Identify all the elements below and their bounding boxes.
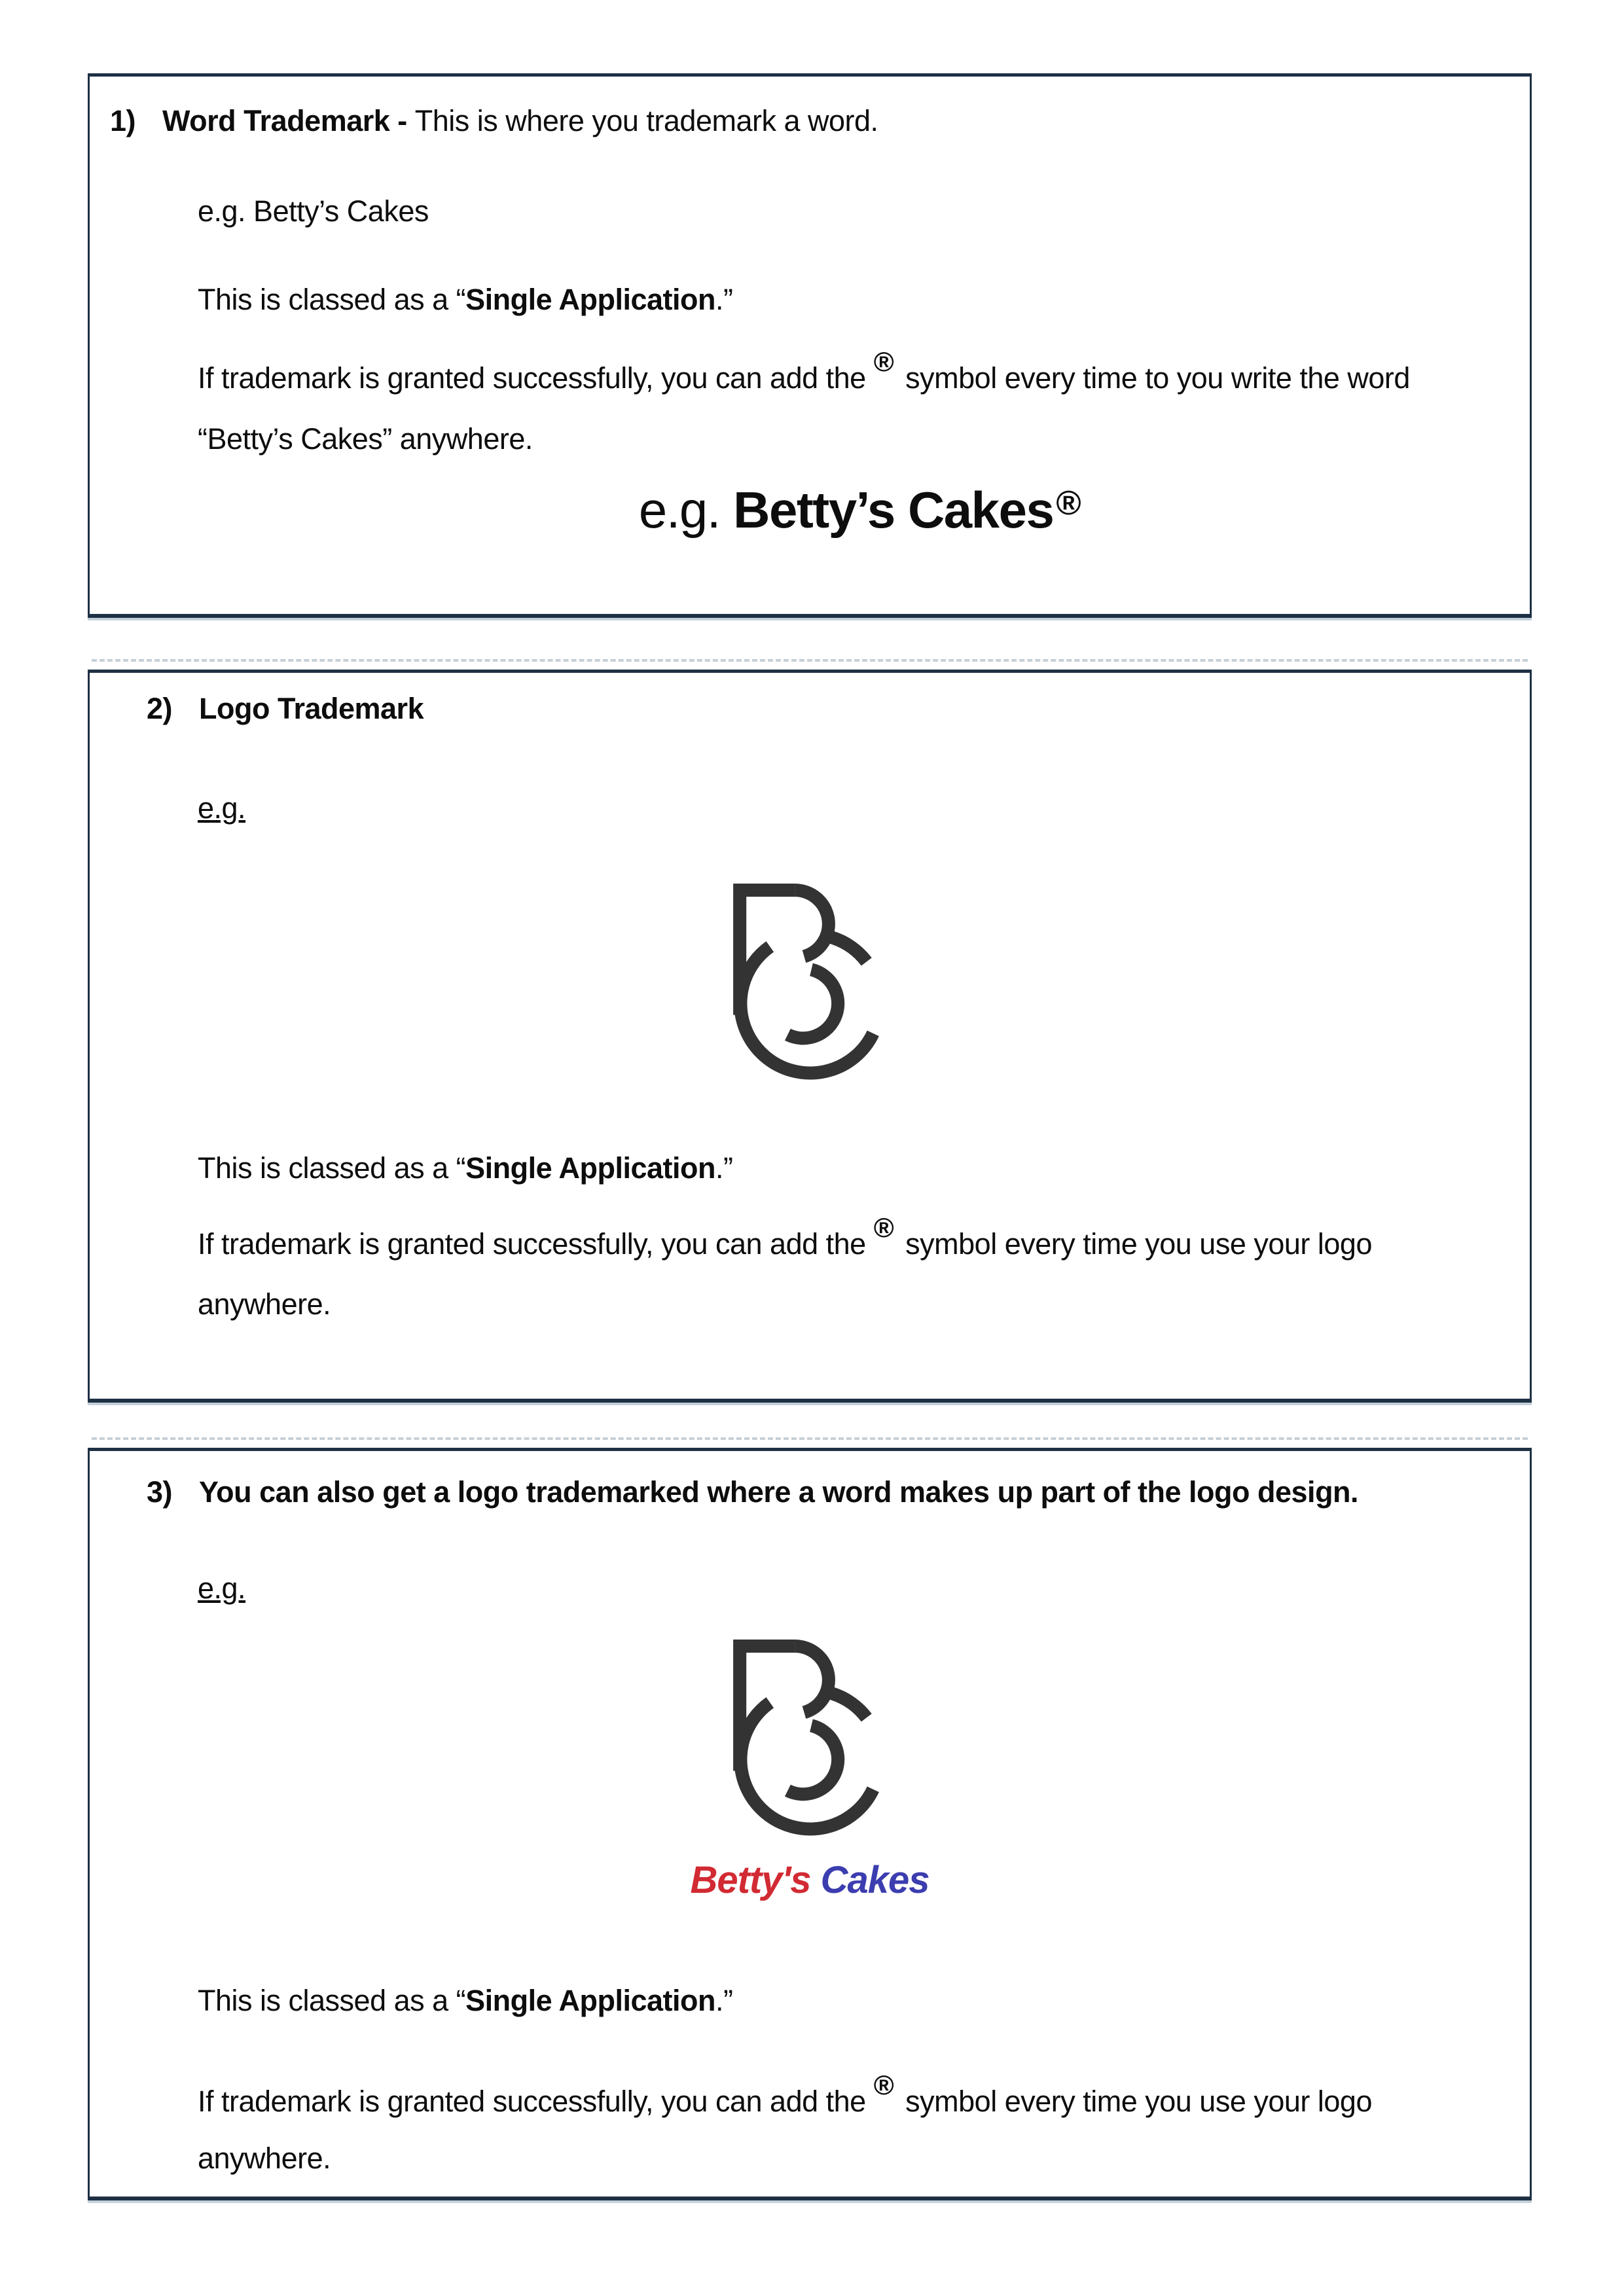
heading-bold-text: Logo Trademark (199, 692, 424, 725)
logo-word-bettys: Betty's (690, 1859, 811, 1901)
section-box-logo-with-word (88, 1448, 1532, 2200)
classed-bold: Single Application (465, 1984, 715, 2017)
section-heading (147, 692, 424, 726)
registered-symbol: ® (1056, 484, 1081, 522)
big-example-prefix: e.g. (638, 481, 734, 539)
granted-post: symbol every time to you write the word (905, 361, 1410, 395)
classed-line (198, 283, 733, 317)
dashed-separator (92, 659, 1528, 662)
classed-bold: Single Application (465, 1151, 715, 1185)
section-box-logo-trademark (88, 670, 1532, 1403)
granted-line (198, 346, 1410, 396)
granted-post: symbol every time you use your logo (905, 2085, 1372, 2118)
section-number: 2) (147, 692, 173, 725)
bc-monogram-icon (733, 1640, 886, 1837)
classed-pre: This is classed as a “ (198, 1984, 466, 2017)
section-heading (110, 104, 878, 138)
classed-post: .” (715, 1984, 733, 2017)
registered-symbol: ® (873, 2070, 894, 2100)
big-example-name: Betty’s Cakes (733, 481, 1054, 539)
heading-regular-text: This is where you trademark a word. (414, 104, 878, 137)
granted-continuation-line: anywhere. (198, 1287, 331, 1321)
section-box-word-trademark (88, 73, 1532, 618)
classed-pre: This is classed as a “ (198, 1151, 466, 1185)
example-label: e.g. (198, 791, 246, 825)
example-line: e.g. Betty’s Cakes (198, 194, 429, 228)
bc-monogram-logo (733, 884, 886, 1081)
big-example-line (139, 480, 1579, 547)
registered-symbol: ® (873, 1212, 894, 1243)
granted-line (198, 1212, 1372, 1262)
bc-monogram-logo (733, 1640, 886, 1837)
registered-symbol: ® (873, 346, 894, 377)
heading-bold-text: Word Trademark - (162, 104, 415, 137)
section-number: 3) (147, 1475, 173, 1509)
classed-bold: Single Application (465, 283, 715, 316)
section-heading (147, 1475, 1358, 1509)
section-number: 1) (110, 104, 136, 137)
logo-word-cakes: Cakes (820, 1859, 929, 1901)
granted-line (198, 2070, 1372, 2119)
granted-continuation-line: anywhere. (198, 2142, 331, 2175)
granted-pre: If trademark is granted successfully, you can add the (198, 2085, 866, 2118)
logo-wordmark (90, 1858, 1530, 1902)
heading-bold-text: You can also get a logo trademarked where a word makes up part of the logo design. (199, 1475, 1359, 1509)
classed-pre: This is classed as a “ (198, 283, 466, 316)
classed-line (198, 1151, 733, 1185)
classed-post: .” (715, 1151, 733, 1185)
bc-monogram-icon (733, 884, 886, 1081)
granted-post: symbol every time you use your logo (905, 1227, 1372, 1261)
granted-pre: If trademark is granted successfully, you can add the (198, 1227, 866, 1261)
example-label: e.g. (198, 1571, 246, 1605)
dashed-separator (92, 1437, 1528, 1440)
granted-pre: If trademark is granted successfully, you can add the (198, 361, 866, 395)
granted-continuation-line: “Betty’s Cakes” anywhere. (198, 422, 533, 456)
classed-post: .” (715, 283, 733, 316)
classed-line (198, 1984, 733, 2018)
